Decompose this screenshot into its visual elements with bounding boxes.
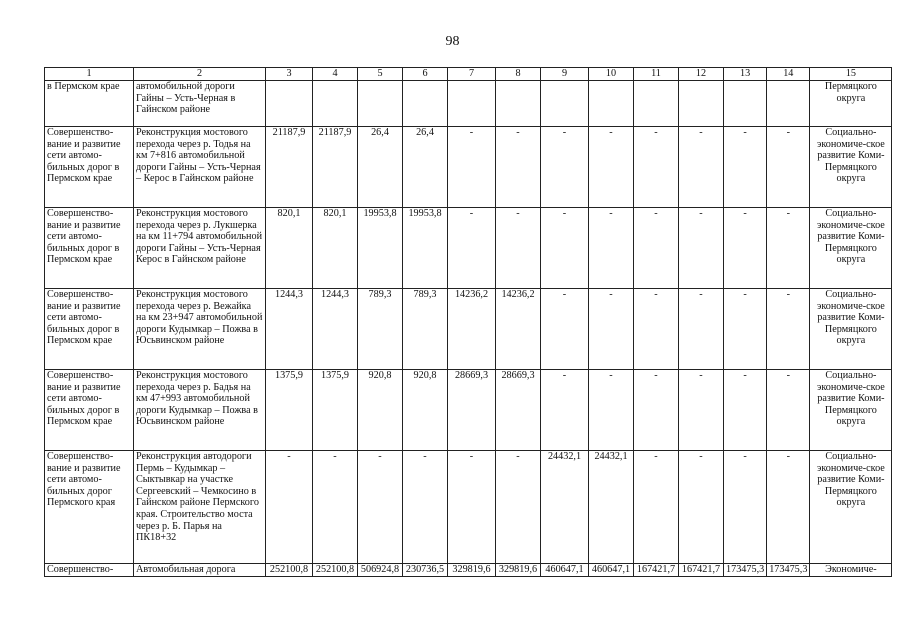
program-cell: Совершенство-вание и развитие сети автомо-бильных дорог в Пермском крае: [45, 208, 134, 289]
value-cell: -: [724, 208, 767, 289]
value-cell: [496, 81, 541, 127]
header-cell: 11: [634, 68, 679, 81]
value-cell: [266, 81, 313, 127]
goal-cell: Социально-экономиче-ское развитие Коми-Пермяцкого округа: [810, 127, 892, 208]
object-cell: автомобильной дороги Гайны – Усть-Черная в Гайнском районе: [134, 81, 266, 127]
value-cell: 19953,8: [403, 208, 448, 289]
value-cell: -: [541, 208, 589, 289]
value-cell: -: [448, 127, 496, 208]
header-row: [45, 68, 892, 81]
value-cell: -: [589, 208, 634, 289]
table-row: [45, 370, 892, 451]
object-cell: Реконструкция мостового перехода через р. Бадья на км 47+993 автомобильной дороги Кудымкар – Пожва в Юсьвинском районе: [134, 370, 266, 451]
goal-cell: Социально-экономиче-ское развитие Коми-Пермяцкого округа: [810, 289, 892, 370]
value-cell: 1375,9: [266, 370, 313, 451]
header-cell: 14: [767, 68, 810, 81]
value-cell: -: [589, 289, 634, 370]
program-cell: Совершенство-вание и развитие сети автомо-бильных дорог Пермского края: [45, 451, 134, 564]
value-cell: 14236,2: [496, 289, 541, 370]
value-cell: -: [496, 127, 541, 208]
object-cell: Автомобильная дорога: [134, 564, 266, 577]
value-cell: -: [679, 451, 724, 564]
value-cell: -: [767, 370, 810, 451]
value-cell: 820,1: [266, 208, 313, 289]
value-cell: [634, 81, 679, 127]
object-cell: Реконструкция мостового перехода через р. Тодья на км 7+816 автомобильной дороги Гайны – Усть-Черная – Керос в Гайнском районе: [134, 127, 266, 208]
header-cell: 5: [358, 68, 403, 81]
value-cell: -: [589, 370, 634, 451]
table-row: [45, 81, 892, 127]
value-cell: 14236,2: [448, 289, 496, 370]
value-cell: 329819,6: [448, 564, 496, 577]
value-cell: 167421,7: [634, 564, 679, 577]
value-cell: -: [541, 127, 589, 208]
header-cell: 13: [724, 68, 767, 81]
header-cell: 9: [541, 68, 589, 81]
value-cell: 920,8: [403, 370, 448, 451]
value-cell: 26,4: [403, 127, 448, 208]
object-cell: Реконструкция мостового перехода через р. Вежайка на км 23+947 автомобильной дороги Кудымкар – Пожва в Юсьвинском районе: [134, 289, 266, 370]
program-cell: Совершенство-вание и развитие сети автомо-бильных дорог в Пермском крае: [45, 289, 134, 370]
value-cell: 173475,3: [724, 564, 767, 577]
value-cell: 167421,7: [679, 564, 724, 577]
value-cell: 329819,6: [496, 564, 541, 577]
header-cell: 12: [679, 68, 724, 81]
value-cell: 28669,3: [448, 370, 496, 451]
header-cell: 7: [448, 68, 496, 81]
value-cell: -: [496, 208, 541, 289]
value-cell: -: [767, 289, 810, 370]
program-cell: Совершенство-вание и развитие сети автомо-бильных дорог в Пермском крае: [45, 127, 134, 208]
value-cell: -: [634, 127, 679, 208]
table-row: [45, 451, 892, 564]
value-cell: [358, 81, 403, 127]
value-cell: -: [767, 127, 810, 208]
value-cell: 1244,3: [266, 289, 313, 370]
value-cell: 789,3: [403, 289, 448, 370]
value-cell: 1375,9: [313, 370, 358, 451]
value-cell: 26,4: [358, 127, 403, 208]
value-cell: 24432,1: [589, 451, 634, 564]
value-cell: -: [634, 370, 679, 451]
header-cell: 4: [313, 68, 358, 81]
value-cell: -: [679, 127, 724, 208]
value-cell: 252100,8: [313, 564, 358, 577]
value-cell: -: [679, 289, 724, 370]
value-cell: -: [589, 127, 634, 208]
value-cell: -: [767, 451, 810, 564]
value-cell: [767, 81, 810, 127]
value-cell: [541, 81, 589, 127]
program-cell: Совершенство-: [45, 564, 134, 577]
value-cell: -: [403, 451, 448, 564]
program-cell: Совершенство-вание и развитие сети автомо-бильных дорог в Пермском крае: [45, 370, 134, 451]
object-cell: Реконструкция автодороги Пермь – Кудымкар – Сыктывкар на участке Сергеевский – Чемкосино в Гайнском районе Пермского края. Строительство моста через р. Б. Парья на ПК18+32: [134, 451, 266, 564]
value-cell: -: [679, 208, 724, 289]
value-cell: -: [448, 208, 496, 289]
value-cell: -: [448, 451, 496, 564]
goal-cell: Социально-экономиче-ское развитие Коми-Пермяцкого округа: [810, 208, 892, 289]
header-cell: 3: [266, 68, 313, 81]
value-cell: 1244,3: [313, 289, 358, 370]
table-row: [45, 289, 892, 370]
value-cell: 21187,9: [266, 127, 313, 208]
value-cell: -: [724, 127, 767, 208]
goal-cell: Экономиче-: [810, 564, 892, 577]
value-cell: -: [541, 289, 589, 370]
value-cell: [724, 81, 767, 127]
value-cell: -: [724, 289, 767, 370]
goal-cell: Социально-экономиче-ское развитие Коми-Пермяцкого округа: [810, 451, 892, 564]
value-cell: 21187,9: [313, 127, 358, 208]
value-cell: 28669,3: [496, 370, 541, 451]
value-cell: [679, 81, 724, 127]
goal-cell: Социально-экономиче-ское развитие Коми-Пермяцкого округа: [810, 370, 892, 451]
value-cell: -: [358, 451, 403, 564]
value-cell: -: [313, 451, 358, 564]
header-cell: 6: [403, 68, 448, 81]
value-cell: -: [266, 451, 313, 564]
object-cell: Реконструкция мостового перехода через р. Лукшерка на км 11+794 автомобильной дороги Гайны – Усть-Черная Керос в Гайнском районе: [134, 208, 266, 289]
value-cell: 252100,8: [266, 564, 313, 577]
value-cell: -: [496, 451, 541, 564]
value-cell: [589, 81, 634, 127]
value-cell: [448, 81, 496, 127]
value-cell: 24432,1: [541, 451, 589, 564]
value-cell: 506924,8: [358, 564, 403, 577]
value-cell: -: [679, 370, 724, 451]
value-cell: 789,3: [358, 289, 403, 370]
table-row: [45, 564, 892, 577]
value-cell: 230736,5: [403, 564, 448, 577]
header-cell: 2: [134, 68, 266, 81]
table-row: [45, 208, 892, 289]
page-number: 98: [445, 34, 460, 49]
value-cell: -: [634, 289, 679, 370]
value-cell: -: [767, 208, 810, 289]
value-cell: 820,1: [313, 208, 358, 289]
value-cell: 460647,1: [589, 564, 634, 577]
header-cell: 8: [496, 68, 541, 81]
value-cell: -: [724, 370, 767, 451]
value-cell: -: [724, 451, 767, 564]
value-cell: -: [634, 208, 679, 289]
goal-cell: Пермяцкого округа: [810, 81, 892, 127]
value-cell: [313, 81, 358, 127]
value-cell: -: [541, 370, 589, 451]
header-cell: 15: [810, 68, 892, 81]
value-cell: -: [634, 451, 679, 564]
header-cell: 10: [589, 68, 634, 81]
table-row: [45, 127, 892, 208]
value-cell: 19953,8: [358, 208, 403, 289]
value-cell: [403, 81, 448, 127]
header-cell: 1: [45, 68, 134, 81]
value-cell: 173475,3: [767, 564, 810, 577]
budget-table: [44, 67, 892, 577]
value-cell: 920,8: [358, 370, 403, 451]
program-cell: в Пермском крае: [45, 81, 134, 127]
value-cell: 460647,1: [541, 564, 589, 577]
